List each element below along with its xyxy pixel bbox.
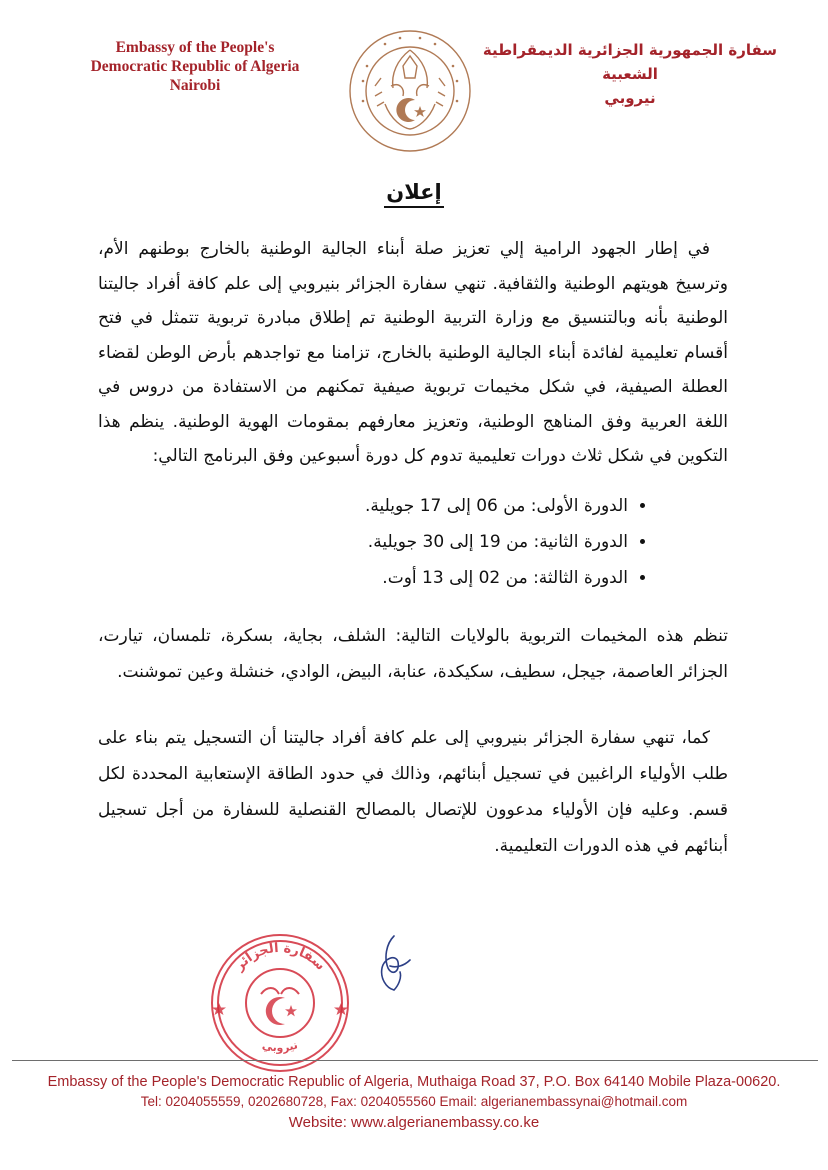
letterhead-footer [0,1072,828,1134]
footer-address: Embassy of the People's Democratic Republic of Algeria, Muthaiga Road 37, P.O. Box 64140 Mobile Plaza-00620. [47,1074,781,1090]
footer-website: Website: www.algerianembassy.co.ke [288,1114,540,1131]
cycles-list [98,488,728,596]
header-arabic-line-1: سفارة الجمهورية الجزائرية الديمقراطية الشعبية [482,41,778,83]
algeria-coat-of-arms-icon [345,26,475,156]
provinces-paragraph: تنظم هذه المخيمات التربوية بالولايات التالية: الشلف، بجاية، بسكرة، تلمسان، تيارت، الجزائر العاصمة، جيجل، سطيف، سكيكدة، عنابة، البيض، الوادي، خنشلة وعين تموشنت. [98,625,728,682]
embassy-stamp-icon [205,928,355,1078]
header-english-line-1: Embassy of the People's [115,39,275,56]
header-english [60,38,330,95]
header-english-line-3: Nairobi [169,77,221,94]
footer-contacts: Tel: 0204055559, 0202680728, Fax: 0204055560 Email: algerianembassynai@hotmail.com [140,1094,688,1109]
list-item: • الدورة الأولى: من 06 إلى 17 جويلية. [98,488,628,524]
list-item: • الدورة الثالثة: من 02 إلى 13 أوت. [98,560,628,596]
registration-paragraph: كما، تنهي سفارة الجزائر بنيروبي إلى علم كافة أفراد جاليتنا أن التسجيل يتم بناء على طلب الأولياء الراغبين في تسجيل أبنائهم، وذالك في حدود الطاقة الإستعابية المحددة لكل قسم. وعليه فإن الأولياء مدعوون للإتصال بالمصالح القنصلية للسفارة من أجل تسجيل أبنائهم في هذه الدورات التعليمية. [98,727,728,856]
announcement-title [0,180,828,204]
list-item: • الدورة الثانية: من 19 إلى 30 جويلية. [98,524,628,560]
letter-body [98,232,728,864]
header-arabic-line-2: نيروبي [604,89,656,107]
signature-icon [364,932,420,996]
header-english-line-2: Democratic Republic of Algeria [90,58,300,75]
header-arabic [470,38,790,110]
intro-paragraph: في إطار الجهود الرامية إلي تعزيز صلة أبناء الجالية الوطنية بالخارج بوطنهم الأم، وترسيخ هويتهم الوطنية والثقافية. تنهي سفارة الجزائر بنيروبي إلى علم كافة أفراد جاليتنا الوطنية بأنه وبالتنسيق مع وزارة التربية الوطنية تم إطلاق مبادرة تربوية تتمثل في فتح أقسام تعليمية لفائدة أبناء الجالية الوطنية بالخارج، تزامنا مع تواجدهم بأرض الوطن لقضاء العطلة الصيفية، في شكل مخيمات تربوية صيفية تمكنهم من الاستفادة من دروس في اللغة العربية وفق المناهج الوطنية، وتعزيز معارفهم بمقومات الهوية الوطنية. ينظم هذا التكوين في شكل ثلاث دورات تعليمية تدوم كل دورة أسبوعين وفق البرنامج التالي: [98,239,728,466]
stamp-text-top: سفارة الجزائر [232,940,328,974]
announcement-title-text: إعلان [384,180,443,208]
footer-divider [12,1060,818,1061]
svg-text:نيروبي [261,1038,300,1054]
stamp-text-bottom: نيروبي [260,1038,300,1055]
